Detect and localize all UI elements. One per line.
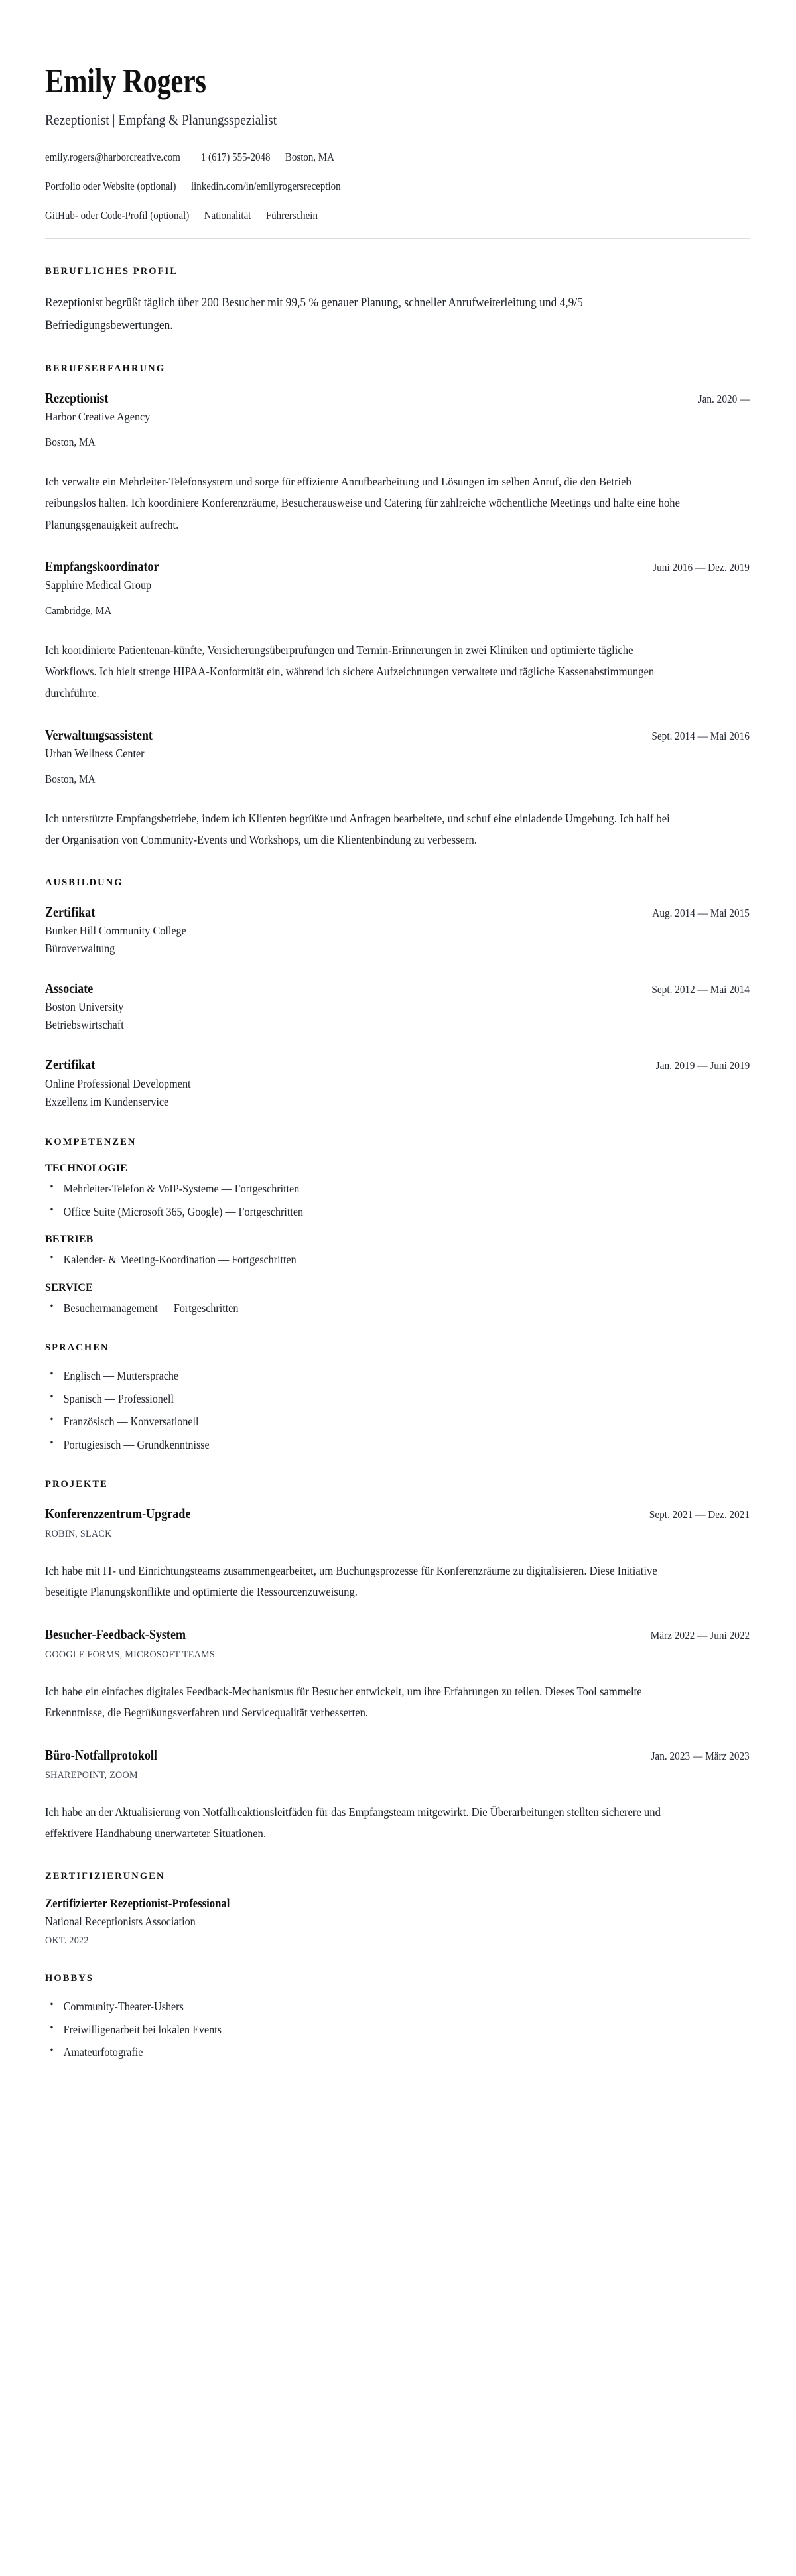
section-title-summary: BERUFLICHES PROFIL [45,265,178,277]
education-field: Büroverwaltung [45,941,115,955]
candidate-tagline: Rezeptionist | Empfang & Planungsspezialist [45,111,277,128]
experience-location: Boston, MA [45,773,96,786]
resume-content [45,64,750,2060]
skill-list [45,1301,750,1316]
section-hobbies [45,1973,750,2060]
experience-location: Boston, MA [45,436,96,449]
experience-description: Ich koordinierte Patientenan-künfte, Versicherungsüberprüfungen und Termin-Erinnerungen in zwei Kliniken und optimierte tägliche Workflows. Ich hielt strenge HIPAA-Konformität ein, während ich sichere Aufzeichnungen verwaltete und tägliche Kassenabstimmungen durchführte. [45,643,655,700]
certification-entry [45,1897,750,1947]
skill-list [45,1181,750,1220]
skill-item: • Besuchermanagement — Fortgeschritten [45,1301,693,1316]
hobby-item: • Community-Theater-Ushers [45,1999,693,2014]
skill-item: • Kalender- & Meeting-Koordination — Fortgeschritten [45,1252,693,1267]
summary-text: Rezeptionist begrüßt täglich über 200 Besucher mit 99,5 % genauer Planung, schneller Anrufweiterleitung und 4,9/5 Befriedigungsbewertungen. [45,296,583,332]
experience-date: Sept. 2014 — Mai 2016 [651,729,750,742]
project-entry [45,1746,750,1844]
project-entry [45,1505,750,1603]
experience-description: Ich verwalte ein Mehrleiter-Telefonsystem und sorge für effiziente Anrufbearbeitung und Lösungen im selben Anruf, die den Betrieb reibungslos halten. Ich koordiniere Konferenzräume, Besucherausweise und Catering für zahlreiche wöchentliche Meetings und halte eine hohe Planungsgenauigkeit aufrecht. [45,474,680,531]
section-languages [45,1342,750,1452]
education-degree: Zertifikat [45,1057,96,1073]
education-field: Exzellenz im Kundenservice [45,1094,169,1108]
project-name: Konferenzzentrum-Upgrade [45,1505,191,1521]
project-description: Ich habe mit IT- und Einrichtungsteams zusammengearbeitet, um Buchungsprozesse für Konferenzräume zu digitalisieren. Diese Initiative beseitigte Planungskonflikte und optimierte die Ressourcenzuweisung. [45,1564,657,1599]
section-title-languages: SPRACHEN [45,1342,109,1353]
education-school: Boston University [45,1000,124,1014]
project-stack: ROBIN, SLACK [45,1529,112,1540]
language-item: • Spanisch — Professionell [45,1391,693,1407]
education-date: Sept. 2012 — Mai 2014 [651,982,750,996]
project-date: Jan. 2023 — März 2023 [651,1749,750,1762]
contact-phone[interactable]: +1 (617) 555-2048 [195,151,271,164]
education-field: Betriebswirtschaft [45,1018,124,1032]
skill-group-title: SERVICE [45,1282,93,1294]
section-experience [45,363,750,851]
section-certifications [45,1871,750,1947]
experience-role: Empfangskoordinator [45,558,159,574]
language-list [45,1368,750,1452]
experience-role: Rezeptionist [45,390,109,407]
contact-portfolio[interactable]: Portfolio oder Website (optional) [45,179,176,192]
project-description: Ich habe an der Aktualisierung von Notfallreaktionsleitfäden für das Empfangsteam mitgewirkt. Die Überarbeitungen stellten sicherere und effektivere Handhabung unerwarteter Situationen. [45,1805,661,1840]
experience-location: Cambridge, MA [45,604,112,617]
contact-email[interactable]: emily.rogers@harborcreative.com [45,151,180,164]
header-divider [45,238,750,239]
section-education [45,877,750,1110]
certification-name: Zertifizierter Rezeptionist-Professional [45,1896,230,1911]
education-degree: Zertifikat [45,903,96,920]
language-item: • Englisch — Muttersprache [45,1368,693,1384]
contact-row-primary [45,149,665,165]
section-title-education: AUSBILDUNG [45,877,123,888]
experience-entry-head [45,389,750,407]
hobby-item: • Freiwilligenarbeit bei lokalen Events [45,2022,693,2037]
skill-group [45,1282,750,1316]
project-name: Besucher-Feedback-System [45,1626,186,1642]
experience-company: Urban Wellness Center [45,747,145,761]
experience-description: Ich unterstützte Empfangsbetriebe, indem ich Klienten begrüßte und Anfragen bearbeitete, und schuf eine einladende Umgebung. Ich half bei der Organisation von Community-Events und Workshops, um die Klientenbindung zu verbessern. [45,811,670,847]
contact-location: Boston, MA [285,151,334,164]
skill-group-title: TECHNOLOGIE [45,1162,128,1174]
language-item: • Portugiesisch — Grundkenntnisse [45,1437,693,1452]
section-summary [45,266,750,337]
experience-date: Jan. 2020 — [698,393,750,406]
project-entry-head [45,1505,750,1522]
section-title-hobbies: HOBBYS [45,1972,94,1984]
education-degree: Associate [45,980,94,996]
candidate-name: Emily Rogers [45,62,206,100]
section-skills [45,1137,750,1316]
contact-row-extra [45,208,665,224]
section-projects [45,1479,750,1844]
contact-row-web [45,178,665,194]
experience-company: Harbor Creative Agency [45,410,151,424]
education-school: Online Professional Development [45,1076,191,1090]
education-entry [45,1056,750,1110]
experience-entry [45,726,750,851]
project-date: Sept. 2021 — Dez. 2021 [649,1508,750,1521]
project-stack: GOOGLE FORMS, MICROSOFT TEAMS [45,1649,216,1661]
skill-group [45,1163,750,1220]
experience-date: Juni 2016 — Dez. 2019 [653,560,750,574]
experience-entry [45,558,750,704]
section-title-certifications: ZERTIFIZIERUNGEN [45,1870,165,1882]
experience-entry-head [45,558,750,575]
education-date: Jan. 2019 — Juni 2019 [655,1059,750,1072]
section-title-experience: BERUFSERFAHRUNG [45,363,166,375]
skill-list [45,1252,750,1267]
project-entry [45,1626,750,1724]
education-entry-head [45,1056,750,1073]
education-school: Bunker Hill Community College [45,923,186,937]
language-item: • Französisch — Konversationell [45,1414,693,1429]
education-entry [45,903,750,957]
skill-item: • Office Suite (Microsoft 365, Google) — Fortgeschritten [45,1204,693,1220]
skill-group [45,1234,750,1267]
education-entry [45,980,750,1033]
certification-date: OKT. 2022 [45,1935,89,1946]
contact-linkedin[interactable]: linkedin.com/in/emilyrogersreception [190,179,341,192]
project-name: Büro-Notfallprotokoll [45,1746,157,1763]
project-description: Ich habe ein einfaches digitales Feedback-Mechanismus für Besucher entwickelt, um ihre Erfahrungen zu teilen. Dieses Tool sammelte Erkenntnisse, die Begrüßungsverfahren und Servicequalität verbesserten. [45,1685,642,1720]
skill-item: • Mehrleiter-Telefon & VoIP-Systeme — Fortgeschritten [45,1181,693,1196]
project-entry-head [45,1626,750,1643]
contact-github[interactable]: GitHub- oder Code-Profil (optional) [45,208,190,222]
education-entry-head [45,980,750,997]
education-entry-head [45,903,750,921]
skill-group-title: BETRIEB [45,1234,94,1246]
section-title-skills: KOMPETENZEN [45,1136,137,1147]
resume-header [45,64,750,239]
section-title-projects: PROJEKTE [45,1478,108,1490]
experience-role: Verwaltungsassistent [45,726,153,743]
experience-entry-head [45,726,750,743]
project-date: März 2022 — Juni 2022 [650,1628,750,1642]
experience-company: Sapphire Medical Group [45,578,152,592]
contact-license: Führerschein [265,208,318,222]
hobby-list [45,1999,750,2060]
experience-entry [45,389,750,535]
education-date: Aug. 2014 — Mai 2015 [652,906,750,919]
hobby-item: • Amateurfotografie [45,2045,693,2060]
certification-issuer: National Receptionists Association [45,1914,196,1928]
project-entry-head [45,1746,750,1764]
contact-nationality: Nationalität [204,208,251,222]
project-stack: SHAREPOINT, ZOOM [45,1770,138,1781]
